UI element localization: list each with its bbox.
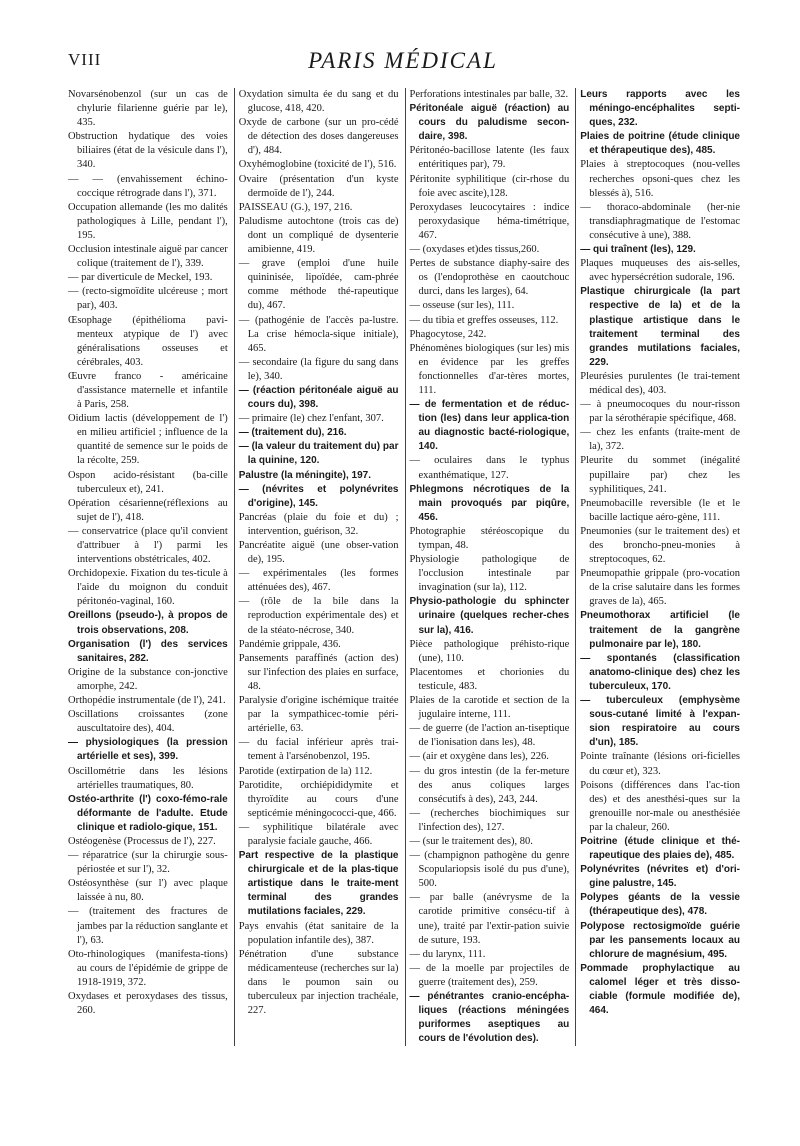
index-entry: Oxydases et peroxydases des tissus, 260. xyxy=(68,991,228,1017)
index-entry: Orthopédie instrumentale (de l'), 241. xyxy=(68,695,226,707)
index-entry: Ovaire (présentation d'un kyste dermoïde de l'), 244. xyxy=(238,173,399,199)
index-entry: Pandémie grippale, 436. xyxy=(238,638,341,650)
index-entry: — par diverticule de Meckel, 193. xyxy=(68,272,213,284)
index-entry: — de guerre (de l'action an-tiseptique de l'ionisation dans les), 48. xyxy=(409,723,570,749)
index-entry: Pénétration d'une substance médicamenteuse (recherches sur la) dans le poumon sain ou tuberculeux par injection trachéale, 227. xyxy=(238,948,399,1017)
index-entry: — réparatrice (sur la chirurgie sous-périostée et sur l'), 32. xyxy=(68,850,228,876)
index-entry: Plaies à streptocoques (nou-velles recherches opsoni-ques chez les blessés à), 516. xyxy=(580,159,740,199)
index-entry: Physiologie pathologique de l'occlusion intestinale par invagination (sur la), 112. xyxy=(409,554,570,594)
index-entry: — — (envahissement échino-coccique rétrograde dans l'), 371. xyxy=(68,173,228,199)
index-entry: Plaies de la carotide et section de la jugulaire interne, 111. xyxy=(409,695,570,721)
index-entry: Opération césarienne(réflexions au sujet de l'), 418. xyxy=(68,497,228,523)
index-entry: Pansements paraffinés (action des) sur l'infection des plaies en surface, 48. xyxy=(238,652,399,692)
index-entry: Plastique chirurgicale (la part respective de la) et de la plastique artistique dans le traitement terminal des grandes mutilations faciales, 229. xyxy=(580,286,740,368)
index-column-3 xyxy=(405,88,570,1046)
index-column-2 xyxy=(234,88,399,1046)
index-entry: — thoraco-abdominale (her-nie transdiaphragmatique de l'estomac consécutive à une), 388. xyxy=(580,201,740,241)
index-entry: Péritonéo-bacillose latente (les faux entéritiques par), 79. xyxy=(409,145,570,171)
index-entry: Oxyhémoglobine (toxicité de l'), 516. xyxy=(238,159,397,171)
index-entry: Œsophage (épithélioma pavi-menteux atypique de l') avec généralisations osseuses et cérébrales, 403. xyxy=(68,314,228,368)
index-entry: — (traitement des fractures de jambes par la réduction sanglante et l'), 63. xyxy=(68,906,228,946)
index-entry: — (réaction péritonéale aiguë au cours du), 398. xyxy=(238,384,399,411)
index-entry: Oto-rhinologiques (manifesta-tions) au cours de l'épidémie de grippe de 1918-1919, 372. xyxy=(68,948,228,988)
index-entry: Ostéo-arthrite (l') coxo-fémo-rale déformante de l'adulte. Etude clinique et radiolo-gique, 151. xyxy=(68,793,228,833)
index-entry: Pneumothorax artificiel (le traitement de la gangrène pulmonaire par le), 180. xyxy=(580,610,740,650)
index-entry: Polynévrites (névrites et) d'ori-gine palustre, 145. xyxy=(580,864,740,890)
index-entry: Oscillométrie dans les lésions artérielles traumatiques, 80. xyxy=(68,765,228,791)
index-entry: Pneumopathie grippale (pro-vocation de la crise salutaire dans les formes graves de la), 465. xyxy=(580,568,740,608)
index-entry: Phlegmons nécrotiques de la main provoqués par piqûre, 456. xyxy=(409,483,570,523)
index-entry: Physio-pathologie du sphincter urinaire (quelques recher-ches sur la), 416. xyxy=(409,596,570,636)
index-entry: Pointe traînante (lésions ori-ficielles du cœur et), 323. xyxy=(580,751,740,777)
index-entry: Pneumonies (sur le traitement des) et des broncho-pneu-monies à streptocoques, 62. xyxy=(580,525,740,566)
index-entry: Oreillons (pseudo-), à propos de trois observations, 208. xyxy=(68,610,228,636)
index-entry: Poitrine (étude clinique et thé-rapeutique des plaies de), 485. xyxy=(580,835,740,862)
index-entry: Parotide (extirpation de la) 112. xyxy=(238,765,373,777)
index-entry: Pertes de substance diaphy-saire des os (l'endoprothèse en caoutchouc durci, dans les larges), 64. xyxy=(409,258,570,298)
index-entry: Ostéosynthèse (sur l') avec plaque laissée à nu, 80. xyxy=(68,878,228,904)
index-entry: — de la moelle par projectiles de guerre (traitement des), 259. xyxy=(409,962,570,988)
index-entry: Perforations intestinales par balle, 32. xyxy=(409,89,569,100)
index-entry: Pays envahis (état sanitaire de la population infantile des), 387. xyxy=(238,920,399,946)
index-entry: — secondaire (la figure du sang dans le), 340. xyxy=(238,356,399,382)
index-entry: Œuvre franco - américaine d'assistance maternelle et infantile à Paris, 258. xyxy=(68,370,228,411)
index-entry: Phagocytose, 242. xyxy=(409,328,487,340)
index-entry: — (rôle de la bile dans la reproduction expérimentale des) et de la stéato-nécrose, 340. xyxy=(238,596,399,636)
index-entry: Ostéogenèse (Processus de l'), 227. xyxy=(68,835,216,847)
index-entry: — syphilitique bilatérale avec paralysie faciale gauche, 466. xyxy=(238,821,399,847)
index-entry: Organisation (l') des services sanitaires, 282. xyxy=(68,638,228,664)
index-entry: — pénétrantes cranio-encépha-liques (réactions méningées puriformes aseptiques au cours de l'évolution des). xyxy=(409,991,570,1045)
index-entry: Paludisme autochtone (trois cas de) dont un compliqué de dysenterie amibienne, 419. xyxy=(238,215,399,256)
index-entry: — du tibia et greffes osseuses, 112. xyxy=(409,314,559,326)
index-entry: — du gros intestin (de la fer-meture des anus coliques larges consécutifs à des), 243, 244. xyxy=(409,765,570,805)
index-entry: Pancréatite aiguë (une obser-vation de), 195. xyxy=(238,540,399,566)
index-entry: Pièce pathologique préhisto-rique (une), 110. xyxy=(409,638,570,664)
index-columns xyxy=(68,88,740,1046)
running-title: PARIS MÉDICAL xyxy=(308,48,498,73)
index-entry: — osseuse (sur les), 111. xyxy=(409,300,515,312)
index-entry: Leurs rapports avec les méningo-encéphalites septi-ques, 232. xyxy=(580,89,740,129)
index-entry: Péritonéale aiguë (réaction) au cours du paludisme secon-daire, 398. xyxy=(409,103,570,143)
index-entry: Oxyde de carbone (sur un pro-cédé de détection des doses dangereuses d'), 484. xyxy=(238,117,399,157)
index-entry: — du larynx, 111. xyxy=(409,948,486,960)
index-entry: Origine de la substance con-jonctive amorphe, 242. xyxy=(68,666,228,692)
index-entry: Peroxydases leucocytaires : indice peroxydasique héma-timétrique, 467. xyxy=(409,201,570,241)
index-entry: Orchidopexie. Fixation du tes-ticule à l'aide du moignon du conduit péritonéo-vaginal, 160. xyxy=(68,568,228,608)
index-entry: — physiologiques (la pression artérielle et ses), 399. xyxy=(68,737,228,763)
index-entry: — grave (emploi d'une huile quininisée, lipoïdée, cam-phrée comme méthode thé-rapeutique du), 467. xyxy=(238,258,399,312)
index-entry: Oidium lactis (développement de l') en milieu artificiel ; influence de la quantité de semence sur le poids de la récolte, 259. xyxy=(68,413,228,467)
index-entry: Polypose rectosigmoïde guérie par les pansements locaux au chlorure de magnésium, 495. xyxy=(580,920,740,960)
index-entry: — (traitement du), 216. xyxy=(238,427,347,439)
index-entry: Pleurésies purulentes (le trai-tement médical des), 403. xyxy=(580,370,740,396)
index-column-1 xyxy=(68,88,228,1046)
index-entry: Phénomènes biologiques (sur les) mis en évidence par les greffes fonctionnelles d'ar-tères mortes, 111. xyxy=(409,342,570,396)
index-entry: — de fermentation et de réduc-tion (les) dans leur applica-tion au diagnostic bacté-riologique, 140. xyxy=(409,399,570,453)
index-entry: — (sur le traitement des), 80. xyxy=(409,835,533,847)
index-entry: — (névrites et polynévrites d'origine), 145. xyxy=(238,483,399,509)
index-entry: Occlusion intestinale aiguë par cancer colique (traitement de l'), 339. xyxy=(68,244,228,270)
page-header xyxy=(68,50,738,76)
index-entry: — (recherches biochimiques sur l'infection des), 127. xyxy=(409,807,570,833)
index-entry: — tuberculeux (emphysème sous-cutané limité à l'expan-sion respiratoire au cours d'un), 185. xyxy=(580,695,740,749)
index-entry: Obstruction hydatique des voies biliaires (état de la vésicule dans l'), 340. xyxy=(68,131,228,171)
index-entry: — (air et oxygène dans les), 226. xyxy=(409,751,549,763)
index-entry: — à pneumocoques du nour-risson par la sérothérapie spécifique, 468. xyxy=(580,399,740,425)
page-number: VIII xyxy=(68,50,102,69)
index-entry: Plaies de poitrine (étude clinique et thérapeutique des), 485. xyxy=(580,131,740,157)
index-entry: Part respective de la plastique chirurgicale et de la plas-tique artistique dans le traite-ment terminal des grandes mutilations faciales, 229. xyxy=(238,850,399,918)
index-entry: — (pathogénie de l'accès pa-lustre. La crise hémocla-sique initiale), 465. xyxy=(238,314,399,354)
index-entry: PAISSEAU (G.), 197, 216. xyxy=(238,201,353,213)
index-entry: Placentomes et chorionies du testicule, 483. xyxy=(409,666,570,692)
index-entry: Ospon acido-résistant (ba-cille tuberculeux et), 241. xyxy=(68,469,228,495)
index-entry: Paralysie d'origine ischémique traitée par la sympathicec-tomie péri-artérielle, 63. xyxy=(238,695,399,735)
index-entry: — (recto-sigmoïdite ulcéreuse ; mort par), 403. xyxy=(68,286,228,312)
index-entry: — chez les enfants (traite-ment de la), 372. xyxy=(580,427,740,453)
index-entry: Parotidite, orchiépididymite et thyroïdite au cours d'une septicémie méningococci-que, 466. xyxy=(238,779,399,819)
index-entry: Pancréas (plaie du foie et du) ; intervention, guérison, 32. xyxy=(238,511,399,537)
index-entry: Palustre (la méningite), 197. xyxy=(238,469,372,481)
index-entry: — expérimentales (les formes atténuées des), 467. xyxy=(238,568,399,594)
index-entry: — oculaires dans le typhus exanthématique, 127. xyxy=(409,455,570,481)
index-entry: — du facial inférieur après trai-tement à l'arsénobenzol, 195. xyxy=(238,737,399,763)
index-entry: — spontanés (classification anatomo-clinique des) chez les tuberculeux, 170. xyxy=(580,652,740,692)
index-entry: — (la valeur du traitement du) par la quinine, 120. xyxy=(238,441,399,467)
index-entry: — primaire (le) chez l'enfant, 307. xyxy=(238,413,384,425)
index-entry: Pommade prophylactique au calomel léger et très disso-ciable (formule modifiée de), 464. xyxy=(580,962,740,1017)
index-entry: Plaques muqueuses des ais-selles, avec hypersécrétion sudorale, 196. xyxy=(580,258,740,284)
index-entry: Pleurite du sommet (inégalité pupillaire par) chez les syphilitiques, 241. xyxy=(580,455,740,495)
index-entry: — (oxydases et)des tissus,260. xyxy=(409,244,540,256)
index-entry: Péritonite syphilitique (cir-rhose du foie avec ascite),128. xyxy=(409,173,570,199)
index-entry: Poisons (différences dans l'ac-tion des) et des anesthési-ques sur la grenouille nor-male ou anesthésiée par la chaleur, 260. xyxy=(580,779,740,833)
index-entry: Novarsénobenzol (sur un cas de chylurie filarienne guérie par le), 435. xyxy=(68,89,228,129)
index-entry: Oscillations croissantes (zone auscultatoire des), 404. xyxy=(68,709,228,735)
index-entry: Oxydation simulta ée du sang et du glucose, 418, 420. xyxy=(238,89,399,115)
index-entry: Polypes géants de la vessie (thérapeutique des), 478. xyxy=(580,892,740,918)
index-entry: — (champignon pathogène du genre Scopulariopsis isolé du pus d'une), 500. xyxy=(409,850,570,890)
index-entry: — conservatrice (place qu'il convient d'attribuer à l') parmi les interventions obstétricales, 402. xyxy=(68,525,228,566)
index-column-4 xyxy=(575,88,740,1046)
index-entry: — qui traînent (les), 129. xyxy=(580,244,696,256)
index-entry: Occupation allemande (les mo dalités pathologiques à Lille, pendant l'), 195. xyxy=(68,201,228,241)
index-entry: — par balle (anévrysme de la carotide primitive consécu-tif à une), traité par l'extir-pation suivie de suture, 193. xyxy=(409,892,570,946)
index-entry: Photographie stéréoscopique du tympan, 48. xyxy=(409,525,570,551)
index-entry: Pneumobacille reversible (le et le bacille lactique aéro-gène, 111. xyxy=(580,497,740,523)
